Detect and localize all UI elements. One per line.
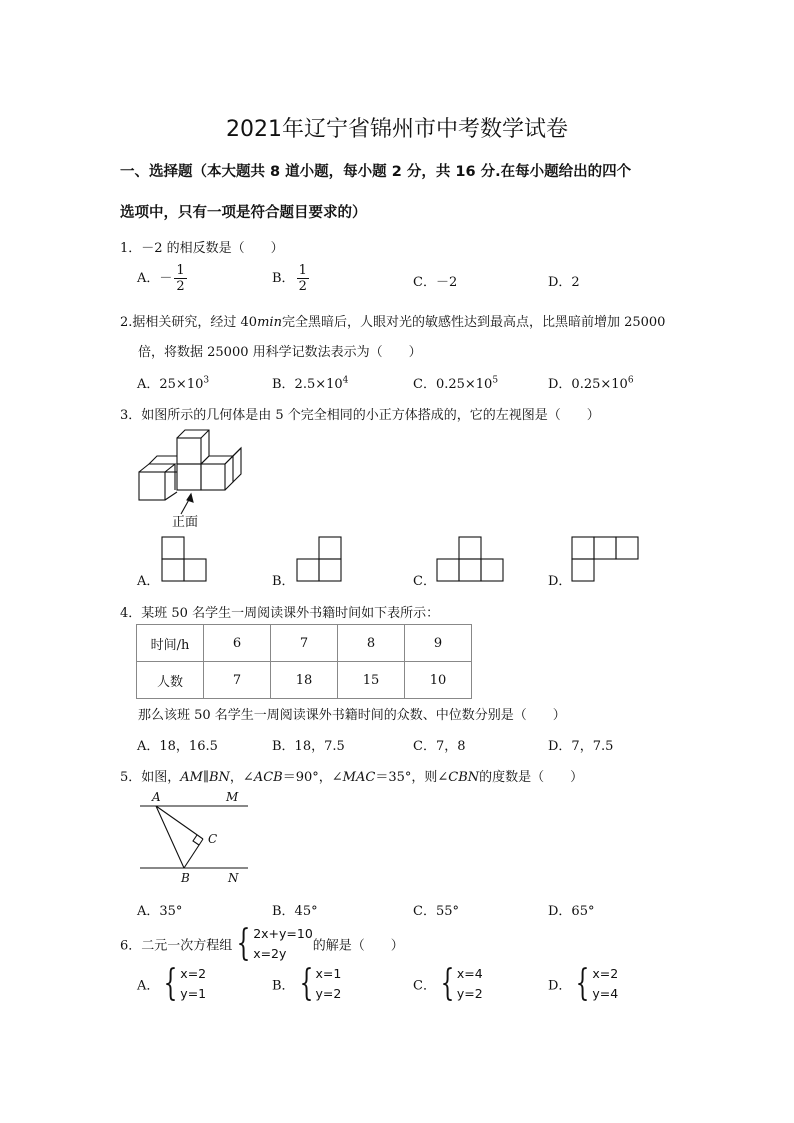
- q6-option-b: [272, 964, 341, 1004]
- q2-stem-unit: min: [257, 315, 282, 330]
- q6-system: [253, 924, 313, 964]
- q6-stem: [120, 924, 404, 964]
- q1-b-numerator: 1: [298, 263, 307, 278]
- table-cell: 人数: [137, 662, 204, 699]
- q6-a-system: [180, 964, 206, 1004]
- q6-b-label: B．: [272, 978, 295, 994]
- q1-option-c: C．－2: [413, 275, 458, 290]
- q5-option-b: B．45°: [272, 904, 318, 919]
- q2-stem-part: 2.据相关研究，经过 40: [120, 315, 258, 330]
- q6-a-eq2: y=1: [180, 986, 207, 1001]
- table-cell: 7: [271, 625, 338, 662]
- q2-d-text: D．0.25×10: [548, 377, 628, 392]
- q2-c-text: C．0.25×10: [413, 377, 493, 392]
- q2-stem-line1: [120, 311, 665, 330]
- q6-d-eq1: x=2: [592, 966, 619, 981]
- q1-a-prefix: A．－: [137, 271, 173, 286]
- q3-option-a-figure[interactable]: [160, 535, 210, 583]
- q5-option-d: D．65°: [548, 904, 595, 919]
- q2-stem-part2: 完全黑暗后，人眼对光的敏感性达到最高点，比黑暗前增加 25000: [281, 315, 666, 330]
- q5-stem-part: ＝90°，∠: [282, 770, 343, 785]
- q5-stem-part: CBN: [448, 770, 480, 785]
- q5-stem-part: MAC: [342, 770, 376, 785]
- q6-option-d: [548, 964, 618, 1004]
- table-cell: 时间/h: [137, 625, 204, 662]
- q4-table: [136, 624, 472, 699]
- q6-b-system: [315, 964, 341, 1004]
- q1-b-prefix: B．: [272, 271, 295, 286]
- q3-option-a-label: A．: [137, 574, 160, 589]
- q6-a-label: A．: [137, 978, 160, 994]
- q1-a-numerator: 1: [176, 263, 185, 278]
- q6-c-system: [457, 964, 483, 1004]
- q6-d-system: [592, 964, 618, 1004]
- q6-eq1: 2x+y=10: [253, 926, 313, 941]
- q5-option-a: A．35°: [137, 904, 183, 919]
- table-row: [137, 662, 472, 699]
- q2-c-exp: 5: [492, 375, 499, 386]
- q4-option-b: B．18，7.5: [272, 739, 345, 754]
- q5-label-N: N: [228, 871, 239, 885]
- q1-option-a: [137, 263, 187, 294]
- q2-b-text: B．2.5×10: [272, 377, 343, 392]
- q3-option-c-figure[interactable]: [435, 535, 507, 583]
- q1-a-fraction: [174, 263, 186, 294]
- q6-b-eq1: x=1: [315, 966, 342, 981]
- q5-label-C: C: [208, 832, 218, 846]
- q4-option-d: D．7，7.5: [548, 739, 614, 754]
- q5-figure: [136, 790, 252, 890]
- q3-front-label: 正面: [172, 515, 199, 530]
- brace-icon: {: [576, 963, 590, 1004]
- table-cell: 8: [338, 625, 405, 662]
- q1-option-d: D．2: [548, 275, 580, 290]
- section-heading-line2: 选项中，只有一项是符合题目要求的）: [120, 205, 367, 221]
- q1-a-denominator: 2: [176, 279, 185, 294]
- q6-c-eq1: x=4: [456, 966, 483, 981]
- page-title: 2021年辽宁省锦州市中考数学试卷: [226, 117, 568, 142]
- q3-option-d-figure[interactable]: [570, 535, 642, 583]
- q1-b-denominator: 2: [298, 279, 307, 294]
- q2-b-exp: 4: [342, 375, 349, 386]
- q1-stem: 1．－2 的相反数是（ ）: [120, 241, 284, 256]
- table-cell: 7: [204, 662, 271, 699]
- brace-icon: {: [236, 923, 251, 964]
- q3-option-b-figure[interactable]: [295, 535, 345, 583]
- q5-stem-part: ＝35°，则∠: [375, 770, 449, 785]
- q2-option-b: [272, 373, 348, 392]
- table-row: [137, 625, 472, 662]
- q2-stem-line2: 倍，将数据 25000 用科学记数法表示为（ ）: [138, 345, 422, 360]
- q4-follow: 那么该班 50 名学生一周阅读课外书籍时间的众数、中位数分别是（ ）: [138, 708, 566, 723]
- q3-option-b-label: B．: [272, 574, 295, 589]
- q5-stem-part: 的度数是（ ）: [479, 770, 584, 785]
- q1-b-fraction: [297, 263, 309, 294]
- q5-stem-part: AM∥BN: [180, 770, 230, 785]
- q3-option-c-label: C．: [413, 574, 436, 589]
- q5-stem-part: 5．如图，: [120, 770, 181, 785]
- q6-eq2: x=2y: [253, 946, 287, 961]
- table-cell: 9: [405, 625, 472, 662]
- brace-icon: {: [163, 963, 178, 1004]
- q2-a-text: A．25×10: [137, 377, 204, 392]
- q5-stem-part: ACB: [253, 770, 283, 785]
- q6-option-a: [137, 964, 206, 1004]
- q2-option-c: [413, 373, 498, 392]
- brace-icon: {: [440, 963, 455, 1004]
- q4-option-c: C．7，8: [413, 739, 466, 754]
- q2-a-exp: 3: [203, 375, 210, 386]
- q6-stem-part: 的解是（ ）: [312, 938, 404, 954]
- q3-stem: 3．如图所示的几何体是由 5 个完全相同的小正方体搭成的，它的左视图是（ ）: [120, 408, 600, 423]
- table-cell: 18: [271, 662, 338, 699]
- q5-label-B: B: [181, 871, 190, 885]
- q6-d-label: D．: [548, 978, 572, 994]
- q5-stem: [120, 766, 583, 785]
- brace-icon: {: [299, 963, 313, 1004]
- q5-label-A: A: [152, 790, 161, 804]
- q4-option-a: A．18，16.5: [137, 739, 218, 754]
- q2-option-d: [548, 373, 634, 392]
- q1-option-b: [272, 263, 309, 294]
- q6-b-eq2: y=2: [315, 986, 342, 1001]
- q5-option-c: C．55°: [413, 904, 459, 919]
- table-cell: 10: [405, 662, 472, 699]
- q6-option-c: [413, 964, 483, 1004]
- section-heading-line1: 一、选择题（本大题共 8 道小题，每小题 2 分，共 16 分.在每小题给出的四个: [120, 164, 632, 180]
- q3-option-d-label: D．: [548, 574, 572, 589]
- q5-label-M: M: [226, 790, 239, 804]
- q6-d-eq2: y=4: [592, 986, 619, 1001]
- table-cell: 6: [204, 625, 271, 662]
- q6-a-eq1: x=2: [180, 966, 207, 981]
- q6-c-label: C．: [413, 978, 436, 994]
- q6-stem-part: 6．二元一次方程组: [120, 938, 233, 954]
- q2-option-a: [137, 373, 209, 392]
- q6-c-eq2: y=2: [456, 986, 483, 1001]
- table-cell: 15: [338, 662, 405, 699]
- q5-stem-part: ，∠: [229, 770, 254, 785]
- q2-d-exp: 6: [627, 375, 634, 386]
- q4-stem: 4．某班 50 名学生一周阅读课外书籍时间如下表所示：: [120, 606, 440, 621]
